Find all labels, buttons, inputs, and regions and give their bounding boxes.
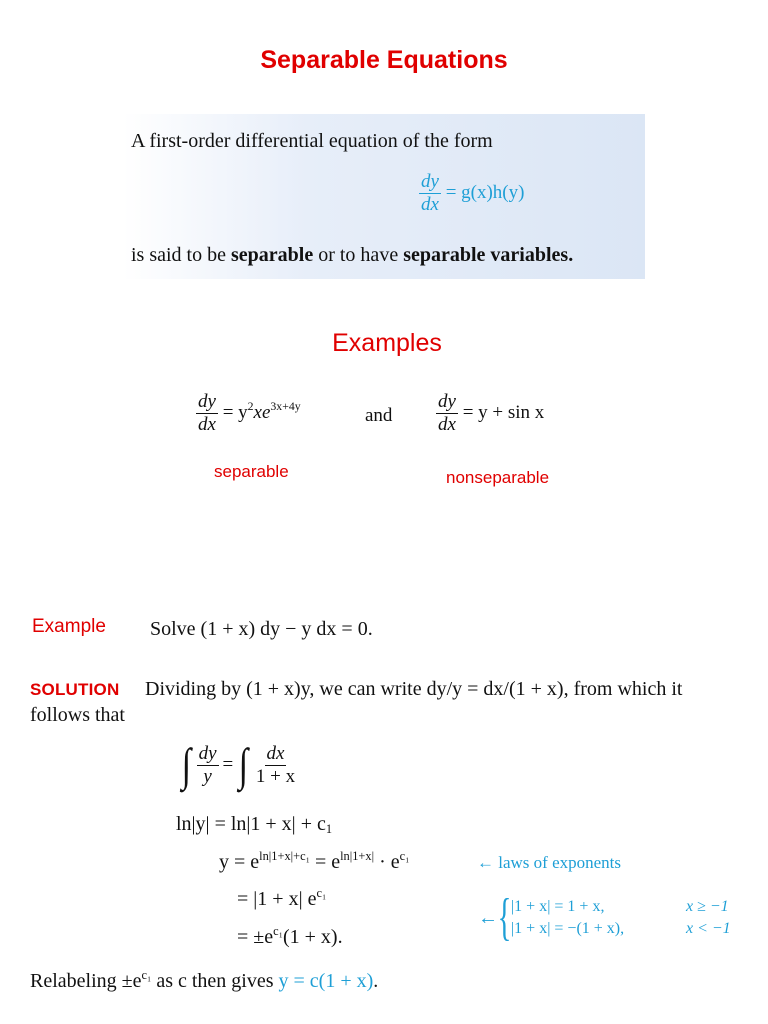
dy-dx-fraction: $\frac{dy}{dx}$ [421, 171, 439, 215]
integral-sign: ∫ [181, 739, 192, 790]
integral-sign: ∫ [238, 739, 249, 790]
nonseparable-label: nonseparable [446, 468, 550, 487]
laws-of-exponents-note: ← laws of exponents [477, 853, 622, 872]
examples-heading: Examples [332, 329, 442, 357]
relabel-conclusion: Relabeling $\pm e^{c_1}$ as c then gives y = c(1 + x). [30, 967, 379, 992]
case-2: |1 + x| = −(1 + x), [510, 920, 625, 937]
solution-text-line1: Dividing by (1 + x)y, we can write dy/y = dx/(1 + x), from which it [145, 678, 683, 700]
ln-equation: $\ln|y| = \ln|1 + x| + c_1$ [176, 813, 333, 837]
case-1-condition: x ≥ −1 [685, 898, 729, 915]
case-2-condition: x < −1 [685, 920, 731, 937]
definition-conclusion: is said to be separable or to have separable variables. [131, 244, 574, 266]
definition-equation [419, 172, 524, 215]
solution-heading: SOLUTION [30, 680, 120, 699]
final-solution: y = c(1 + x) [278, 970, 374, 992]
solution-text-line2: follows that [30, 704, 125, 726]
example-label: Example [32, 616, 106, 637]
left-brace-icon: { [497, 889, 512, 946]
page-title: Separable Equations [260, 46, 508, 74]
example-equation-nonseparable: $\frac{dy}{dx}$ = y + sin x [438, 391, 545, 435]
definition-intro: A first-order differential equation of the form [131, 130, 493, 152]
exponential-equation: $y = e^{ln|1+x|+c_1} = e^{ln|1+x|} \cdot e^{c_1}$ [219, 848, 410, 873]
and-text: and [365, 405, 393, 426]
definition-rhs: = g(x)h(y) [445, 181, 525, 203]
case-1: |1 + x| = 1 + x, [510, 898, 605, 915]
plus-minus-equation: = $\pm e^{c_1}(1 + x)$. [237, 923, 343, 948]
example-problem: Solve (1 + x) dy − y dx = 0. [150, 618, 373, 640]
integral-equation: ∫ $\frac{dy}{y}$ = ∫ $\frac{dx}{1 + x}$ [181, 739, 296, 790]
definition-box [123, 114, 645, 279]
separable-label: separable [214, 462, 289, 481]
example-equation-separable: $\frac{dy}{dx}$ = $y^2xe^{3x+4y}$ [198, 391, 301, 435]
cases-note [478, 889, 756, 946]
absolute-value-equation: = |1 + x| $e^{c_1}$ [237, 885, 327, 910]
left-arrow-icon: ← [478, 906, 498, 929]
